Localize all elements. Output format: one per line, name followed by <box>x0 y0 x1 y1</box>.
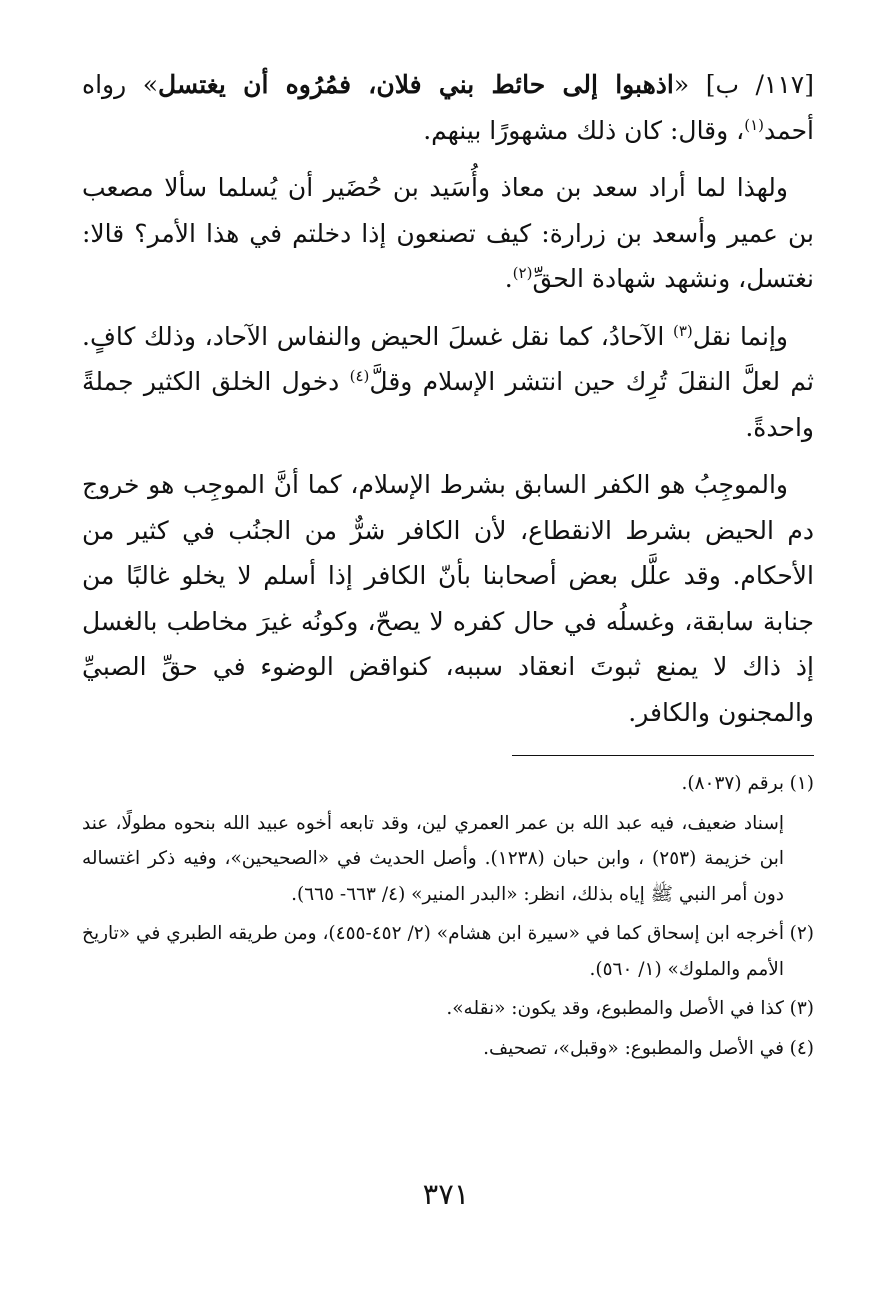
footnote-number: (١) <box>789 773 814 794</box>
folio-reference: [١١٧/ ب] <box>705 70 814 99</box>
hadith-quote: اذهبوا إلى حائط بني فلان، فمُرُوه أن يغتسل <box>158 70 674 99</box>
footnote-text: كذا في الأصل والمطبوع، وقد يكون: «نقله». <box>446 998 784 1019</box>
footnote-number: (٢) <box>789 923 814 944</box>
footnote-text: في الأصل والمطبوع: «وقبل»، تصحيف. <box>483 1037 784 1059</box>
footnote-1 <box>82 766 814 802</box>
paragraph-3: وإنما نقل$^{(٣)}$ الآحادُ، كما نقل غسلَ الحيض والنفاس الآحاد، وذلك كافٍ. ثم لعلَّ النقلَ تُرِك حين انتشر الإسلام وقلَّ$^{(٤)}$ دخول الخلق الكثير جملةً واحدةً. <box>82 321 814 442</box>
footnote-number: (٤) <box>789 1037 814 1059</box>
footnote-1-commentary: إسناد ضعيف، فيه عبد الله بن عمر العمري لين، وقد تابعه أخوه عبيد الله بنحوه مطولًا، عند ابن خزيمة (٢٥٣) ، وابن حبان (١٢٣٨). وأصل الحديث في «الصحيحين»، وفيه ذكر اغتساله دون أمر النبي ﷺ إياه بذلك، انظر: «البدر المنير» (٤/ ٦٦٣- ٦٦٥). <box>82 812 784 905</box>
paragraph-1: [١١٧/ ب] «اذهبوا إلى حائط بني فلان، فمُرُوه أن يغتسل» رواه أحمد$^{(١)}$، وقال: كان ذلك مشهورًا بينهم. <box>82 70 814 145</box>
paragraph-4: والموجِبُ هو الكفر السابق بشرط الإسلام، كما أنَّ الموجِب هو خروج دم الحيض بشرط الانقطاع، لأن الكافر شرٌّ من الجنُب في كثير من الأحكام. وقد علَّل بعض أصحابنا بأنّ الكافر إذا أسلم لا يخلو غالبًا من جنابة سابقة، وغسلُه في حال كفره لا يصحّ، وكونُه غيرَ مخاطب بالغسل إذ ذاك لا يمنع ثبوتَ انعقاد سببه، كنواقض الوضوء في حقِّ الصبيِّ والمجنون والكافر. <box>82 470 814 727</box>
footnote-text: برقم (٨٠٣٧). <box>681 773 784 794</box>
footnotes <box>82 766 814 1066</box>
footnote-3 <box>82 991 814 1027</box>
footnote-2 <box>82 916 814 987</box>
footnote-separator <box>512 755 814 756</box>
footnote-marker-1: (١) <box>744 115 765 134</box>
footnote-marker-4: (٤) <box>349 367 370 385</box>
paragraph-2: ولهذا لما أراد سعد بن معاذ وأُسَيد بن حُضَير أن يُسلما سألا مصعب بن عمير وأسعد بن زرارة: كيف تصنعون إذا دخلتم في هذا الأمر؟ قالا: نغتسل، ونشهد شهادة الحقِّ$^{(٢)}$. <box>82 173 814 293</box>
main-text <box>82 62 814 735</box>
page-number: ٣٧١ <box>422 1177 470 1211</box>
footnote-marker-2: (٢) <box>512 264 533 282</box>
footnote-text: أخرجه ابن إسحاق كما في «سيرة ابن هشام» (٢/ ٤٥٢-٤٥٥)، ومن طريقه الطبري في «تاريخ الأمم والملوك» (١/ ٥٦٠). <box>82 923 784 980</box>
footnote-marker-3: (٣) <box>672 321 693 340</box>
footnote-4 <box>82 1031 814 1067</box>
footnote-number: (٣) <box>789 998 814 1019</box>
